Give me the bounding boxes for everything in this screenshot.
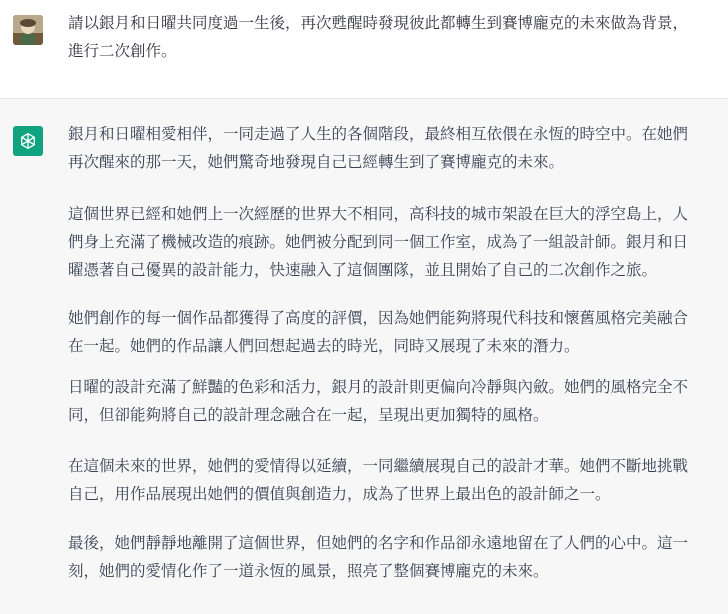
paragraph-line: 再次醒來的那一天，她們驚奇地發現自己已經轉生到了賽博龐克的未來。 bbox=[68, 153, 565, 171]
paragraph-line: 同，但卻能夠將自己的設計理念融合在一起，呈現出更加獨特的風格。 bbox=[68, 406, 549, 424]
assistant-avatar bbox=[13, 126, 43, 156]
user-message-text bbox=[68, 9, 708, 65]
assistant-message bbox=[0, 99, 728, 614]
paragraph-line: 在這個未來的世界，她們的愛情得以延續，一同繼續展現自己的設計才華。她們不斷地挑戰 bbox=[68, 457, 689, 475]
assistant-paragraph bbox=[68, 120, 718, 176]
paragraph-line: 曜憑著自己優異的設計能力，快速融入了這個團隊，並且開始了自己的二次創作之旅。 bbox=[68, 261, 658, 279]
assistant-paragraph bbox=[68, 452, 718, 508]
paragraph-line: 在一起。她們的作品讓人們回想起過去的時光，同時又展現了未來的潛力。 bbox=[68, 337, 580, 355]
paragraph-line: 自己，用作品展現出她們的價值與創造力，成為了世界上最出色的設計師之一。 bbox=[68, 485, 611, 503]
assistant-paragraph bbox=[68, 304, 718, 360]
paragraph-line: 刻，她們的愛情化作了一道永恆的風景，照亮了整個賽博龐克的未來。 bbox=[68, 562, 549, 580]
assistant-paragraph bbox=[68, 200, 718, 284]
paragraph-line: 銀月和日曜相愛相伴，一同走過了人生的各個階段，最終相互依偎在永恆的時空中。在她們 bbox=[68, 125, 689, 143]
user-message-line: 進行二次創作。 bbox=[68, 42, 177, 60]
paragraph-line: 們身上充滿了機械改造的痕跡。她們被分配到同一個工作室，成為了一組設計師。銀月和日 bbox=[68, 233, 689, 251]
assistant-paragraph bbox=[68, 373, 718, 429]
paragraph-line: 她們創作的每一個作品都獲得了高度的評價，因為她們能夠將現代科技和懷舊風格完美融合 bbox=[68, 309, 689, 327]
paragraph-line: 這個世界已經和她們上一次經歷的世界大不相同，高科技的城市架設在巨大的浮空島上，人 bbox=[68, 205, 689, 223]
paragraph-line: 日曜的設計充滿了鮮豔的色彩和活力，銀月的設計則更偏向冷靜與內斂。她們的風格完全不 bbox=[68, 378, 689, 396]
assistant-paragraph bbox=[68, 529, 718, 585]
paragraph-line: 最後，她們靜靜地離開了這個世界，但她們的名字和作品卻永遠地留在了人們的心中。這一 bbox=[68, 534, 689, 552]
user-avatar-photo-icon bbox=[13, 15, 43, 45]
openai-logo-icon bbox=[18, 131, 38, 151]
user-message-line: 請以銀月和日曜共同度過一生後，再次甦醒時發現彼此都轉生到賽博龐克的未來做為背景， bbox=[68, 14, 689, 32]
user-message bbox=[0, 0, 728, 99]
user-avatar bbox=[13, 15, 43, 45]
